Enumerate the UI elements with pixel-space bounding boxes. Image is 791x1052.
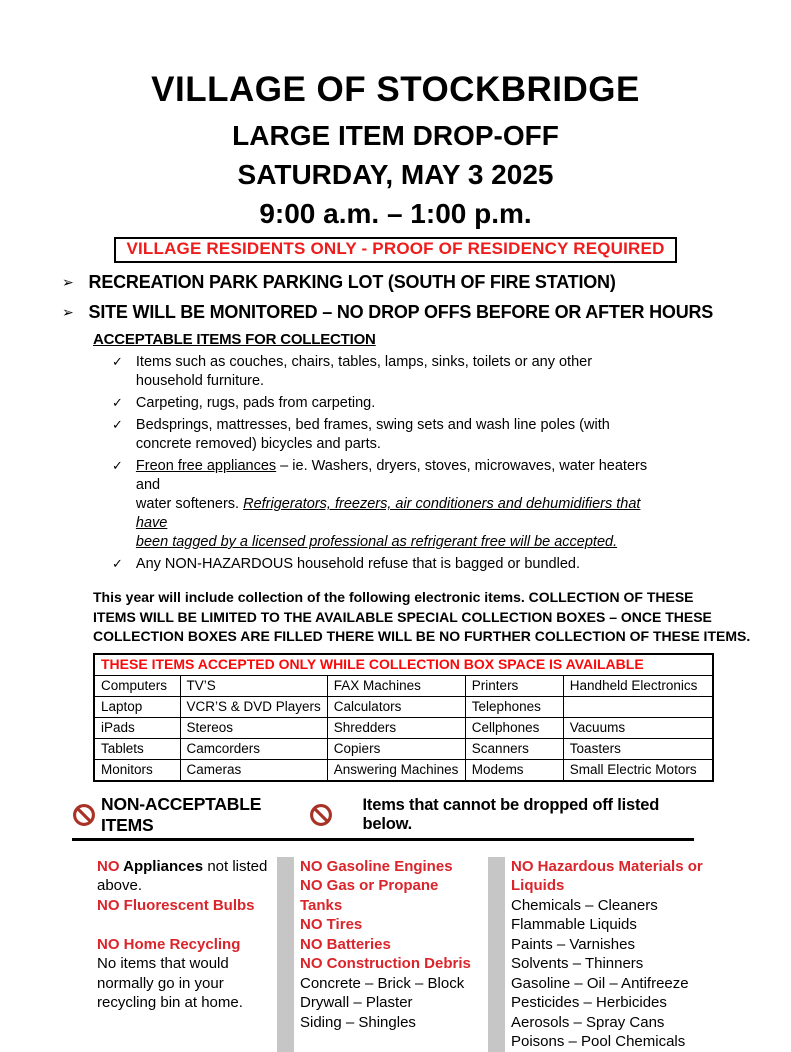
list-item [112,555,791,574]
table-cell: Cellphones [465,717,563,738]
col2-red-line: NO Batteries [300,935,391,953]
col1-recycling-note: No items that would normally go in your recycling bin at home. [97,955,243,1011]
check-icon: ✓ [112,418,123,433]
col3-plain-line: Solvents – Thinners [511,955,644,972]
table-cell: Handheld Electronics [563,675,713,696]
table-cell: Cameras [180,759,327,781]
col2-plain-line: Siding – Shingles [300,1013,416,1031]
col2-red-line: NO Tires [300,916,363,933]
no-entry-icon [309,803,333,827]
table-row [94,675,713,696]
column-divider [488,857,505,1052]
acceptable-items-heading: ACCEPTABLE ITEMS FOR COLLECTION [93,331,376,348]
col3-plain-line: Chemicals – Cleaners [511,896,658,914]
col3-red-line: NO Hazardous Materials or Liquids [511,857,703,894]
table-cell: Small Electric Motors [563,759,713,781]
table-cell: Copiers [327,738,465,759]
table-cell: Shredders [327,717,465,738]
monitoring-bullet [62,301,791,325]
table-availability-banner-text: THESE ITEMS ACCEPTED ONLY WHILE COLLECTION BOX SPACE IS AVAILABLE [94,654,713,676]
event-type-line: LARGE ITEM DROP-OFF [232,120,559,151]
non-acceptable-col-3 [511,857,719,1052]
table-cell: Scanners [465,738,563,759]
arrow-bullet-icon: ➢ [62,275,74,291]
col2-plain-line: Drywall – Plaster [300,994,413,1011]
location-bullet-text: RECREATION PARK PARKING LOT (SOUTH OF FIRE STATION) [88,272,616,292]
column-divider [277,857,294,1052]
event-date-line: SATURDAY, MAY 3 2025 [237,159,554,190]
col2-red-line: NO Gas or Propane Tanks [300,877,439,914]
col3-plain-line: Poisons – Pool Chemicals [511,1033,686,1050]
non-acceptable-title: NON-ACCEPTABLE ITEMS [101,793,262,835]
check-icon: ✓ [112,355,123,370]
monitoring-bullet-text: SITE WILL BE MONITORED – NO DROP OFFS BEFORE OR AFTER HOURS [88,302,714,322]
table-cell: Monitors [94,759,180,781]
list-item-text: Freon free appliances – ie. Washers, dryers, stoves, microwaves, water heaters and water softeners. Refrigerators, freezers, air conditioners and dehumidifiers that have been tagged by a licensed professional as refrigerant free will be accepted. [135,458,648,550]
non-acceptable-col-1 [97,857,273,1052]
arrow-bullet-icon: ➢ [62,305,74,321]
table-cell: Telephones [465,696,563,717]
residency-banner-text: VILLAGE RESIDENTS ONLY - PROOF OF RESIDENCY REQUIRED [126,239,665,258]
list-item-text: Bedsprings, mattresses, bed frames, swing sets and wash line poles (with concrete removed) bicycles and parts. [135,417,610,452]
col3-plain-line: Pesticides – Herbicides [511,994,667,1011]
non-acceptable-subtitle: Items that cannot be dropped off listed below. [362,795,660,833]
col3-plain-line: Aerosols – Spray Cans [511,1013,665,1031]
col1-fluorescent-line: NO Fluorescent Bulbs [97,896,255,914]
table-cell: iPads [94,717,180,738]
table-cell: VCR’S & DVD Players [180,696,327,717]
check-icon: ✓ [112,396,123,411]
table-cell [563,696,713,717]
col3-plain-line: Flammable Liquids [511,916,637,933]
col2-red-line: NO Gasoline Engines [300,857,453,875]
key-info-list [0,271,791,325]
electronics-collection-note: This year will include collection of the following electronic items. COLLECTION OF THESE ITEMS WILL BE LIMITED TO THE AVAILABLE SPECIAL COLLECTION BOXES – ONCE THESE COLLECTION BOXES ARE FILLED THERE WILL BE NO FURTHER COLLECTION OF THESE ITEMS. [93,589,751,644]
col3-plain-line: Gasoline – Oil – Antifreeze [511,974,689,992]
col2-red-line: NO Construction Debris [300,955,471,972]
table-cell: Stereos [180,717,327,738]
list-item [112,394,791,413]
non-acceptable-columns [97,857,791,1052]
list-item [112,457,791,552]
table-cell: Tablets [94,738,180,759]
col1-appliances-line: NO Appliances not listed above. [97,857,268,894]
table-cell: Computers [94,675,180,696]
table-cell: FAX Machines [327,675,465,696]
event-title: VILLAGE OF STOCKBRIDGE [151,70,640,109]
table-row [94,738,713,759]
non-acceptable-col-2 [300,857,484,1052]
table-row [94,717,713,738]
table-row [94,696,713,717]
list-item [112,353,791,391]
residency-required-banner [114,237,676,263]
electronics-table [93,653,714,782]
table-row [94,759,713,781]
list-item-text: Items such as couches, chairs, tables, lamps, sinks, toilets or any other household furniture. [135,354,593,389]
event-time-line: 9:00 a.m. – 1:00 p.m. [259,198,532,229]
check-icon: ✓ [112,557,123,572]
col2-plain-line: Concrete – Brick – Block [300,974,465,992]
table-cell: Calculators [327,696,465,717]
acceptable-items-list [112,353,791,574]
no-entry-icon [72,803,96,827]
table-cell: Vacuums [563,717,713,738]
check-icon: ✓ [112,459,123,474]
list-item [112,416,791,454]
list-item-text: Carpeting, rugs, pads from carpeting. [135,395,376,411]
non-acceptable-heading [72,794,694,841]
table-cell: TV’S [180,675,327,696]
table-availability-banner [94,654,713,676]
table-cell: Laptop [94,696,180,717]
col3-plain-line: Paints – Varnishes [511,935,635,953]
list-item-text: Any NON-HAZARDOUS household refuse that is bagged or bundled. [135,556,580,572]
table-cell: Camcorders [180,738,327,759]
table-cell: Toasters [563,738,713,759]
table-cell: Answering Machines [327,759,465,781]
table-cell: Printers [465,675,563,696]
location-bullet [62,271,791,295]
col1-recycling-line: NO Home Recycling [97,935,241,953]
table-cell: Modems [465,759,563,781]
